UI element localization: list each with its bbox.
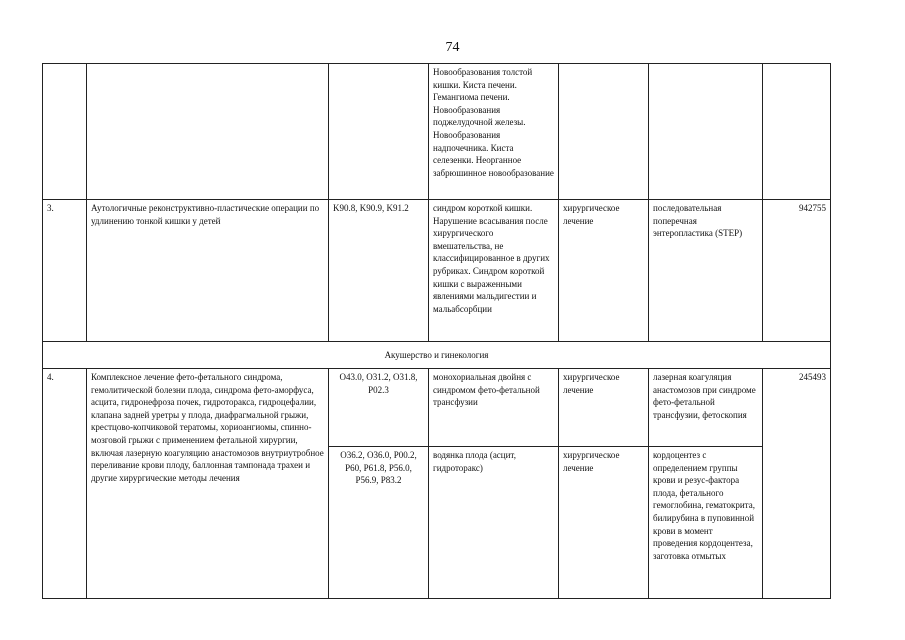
diagnosis-cell: монохориальная двойня с синдромом фето-фетальной трансфузии xyxy=(429,369,559,447)
icd-codes-cell: O36.2, O36.0, P00.2, P60, P61.8, P56.0, P56.9, P83.2 xyxy=(329,447,429,599)
treatment-type-cell: хирургическое лечение xyxy=(559,369,649,447)
care-name-cell: Комплексное лечение фето-фетального синдрома, гемолитической болезни плода, синдрома фето-аморфуса, асцита, гидронефроза почек, гидроторакса, гидроцефалии, клапана задней уретры у плода, диафрагмальной грыжи, крестцово-копчиковой тератомы, хориоангиомы, спинно-мозговой грыжи с применением фетальной хирургии, включая лазерную коагуляцию анастомозов внутриутробное переливание крови плоду, баллонная тампонада трахеи и другие хирургические методы лечения xyxy=(87,369,329,599)
table-row xyxy=(43,200,831,342)
method-cell xyxy=(649,64,763,200)
medical-care-table xyxy=(42,63,831,599)
page-number: 74 xyxy=(445,40,460,55)
table-row xyxy=(43,369,831,447)
section-heading-row xyxy=(43,342,831,369)
treatment-type-cell: хирургическое лечение xyxy=(559,200,649,342)
cost-cell xyxy=(763,64,831,200)
cost-cell: 942755 xyxy=(763,200,831,342)
icd-codes-cell: K90.8, K90.9, K91.2 xyxy=(329,200,429,342)
icd-codes-cell xyxy=(329,64,429,200)
section-heading: Акушерство и гинекология xyxy=(43,342,831,369)
diagnosis-cell: синдром короткой кишки. Нарушение всасывания после хирургического вмешательства, не классифицированное в других рубриках. Синдром короткой кишки с выраженными явлениями мальдигестии и мальабсорбции xyxy=(429,200,559,342)
table-row xyxy=(43,64,831,200)
diagnosis-cell: водянка плода (асцит, гидроторакс) xyxy=(429,447,559,599)
icd-codes-cell: O43.0, O31.2, O31.8, P02.3 xyxy=(329,369,429,447)
row-number-cell: 4. xyxy=(43,369,87,599)
row-number-cell xyxy=(43,64,87,200)
cost-cell: 245493 xyxy=(763,369,831,599)
treatment-type-cell: хирургическое лечение xyxy=(559,447,649,599)
method-cell: последовательная поперечная энтеропластика (STEP) xyxy=(649,200,763,342)
method-cell: лазерная коагуляция анастомозов при синдроме фето-фетальной трансфузии, фетоскопия xyxy=(649,369,763,447)
method-cell: кордоцентез с определением группы крови и резус-фактора плода, фетального гемоглобина, гематокрита, билирубина в пуповинной крови в момент проведения кордоцентеза, заготовка отмытых xyxy=(649,447,763,599)
treatment-type-cell xyxy=(559,64,649,200)
care-name-cell xyxy=(87,64,329,200)
row-number-cell: 3. xyxy=(43,200,87,342)
diagnosis-cell: Новообразования толстой кишки. Киста печени. Гемангиома печени. Новообразования поджелудочной железы. Новообразования надпочечника. Киста селезенки. Неорганное забрюшинное новообразование xyxy=(429,64,559,200)
care-name-cell: Аутологичные реконструктивно-пластические операции по удлинению тонкой кишки у детей xyxy=(87,200,329,342)
